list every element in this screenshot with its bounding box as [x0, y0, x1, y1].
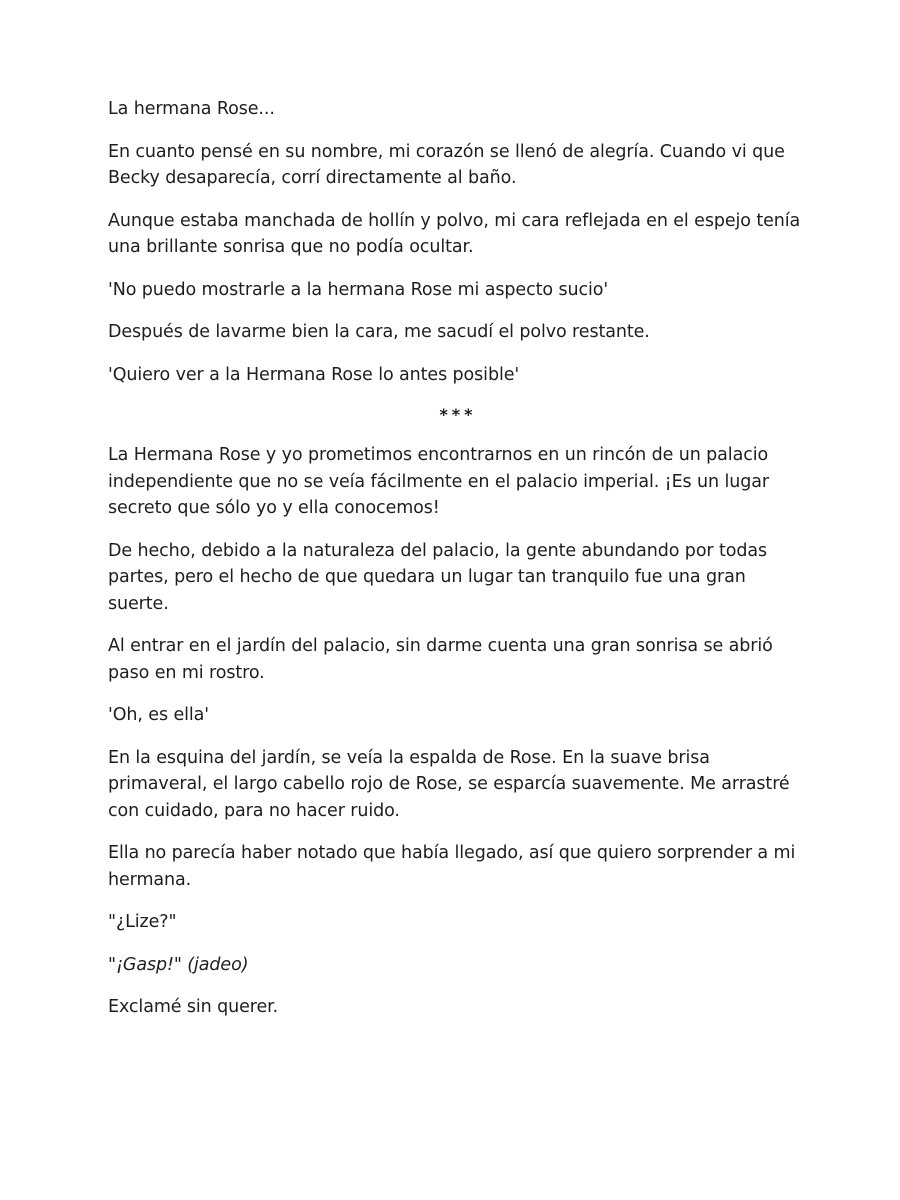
paragraph: Aunque estaba manchada de hollín y polvo, mi cara reflejada en el espejo tenía una brillante sonrisa que no podía ocultar. — [108, 210, 801, 257]
paragraph: Al entrar en el jardín del palacio, sin darme cuenta una gran sonrisa se abrió paso en mi rostro. — [108, 636, 773, 683]
paragraph: Exclamé sin querer. — [108, 997, 279, 1017]
paragraph: La hermana Rose... — [108, 99, 275, 119]
document-body — [108, 96, 808, 1037]
paragraph: 'No puedo mostrarle a la hermana Rose mi aspecto sucio' — [108, 279, 609, 300]
paragraph: En la esquina del jardín, se veía la espalda de Rose. En la suave brisa primaveral, el largo cabello rojo de Rose, se esparcía suavemente. Me arrastré con cuidado, para no hacer ruido. — [108, 747, 790, 821]
paragraph: "¿Lize?" — [108, 912, 177, 932]
paragraph: 'Quiero ver a la Hermana Rose lo antes posible' — [108, 364, 520, 385]
paragraph: La Hermana Rose y yo prometimos encontrarnos en un rincón de un palacio independiente que no se veía fácilmente en el palacio imperial. ¡Es un lugar secreto que sólo yo y ella conocemos! — [108, 445, 769, 518]
paragraph: Después de lavarme bien la cara, me sacudí el polvo restante. — [108, 322, 650, 342]
paragraph: Ella no parecía haber notado que había llegado, así que quiero sorprender a mi hermana. — [108, 843, 796, 890]
italic-paragraph: "¡Gasp!" (jadeo) — [108, 954, 249, 975]
paragraph: De hecho, debido a la naturaleza del palacio, la gente abundando por todas partes, pero el hecho de que quedara un lugar tan tranquilo fue una gran suerte. — [108, 540, 768, 614]
paragraph: 'Oh, es ella' — [108, 705, 209, 725]
scene-break-separator: *** — [439, 405, 477, 424]
paragraph: En cuanto pensé en su nombre, mi corazón se llenó de alegría. Cuando vi que Becky desaparecía, corrí directamente al baño. — [108, 141, 785, 188]
